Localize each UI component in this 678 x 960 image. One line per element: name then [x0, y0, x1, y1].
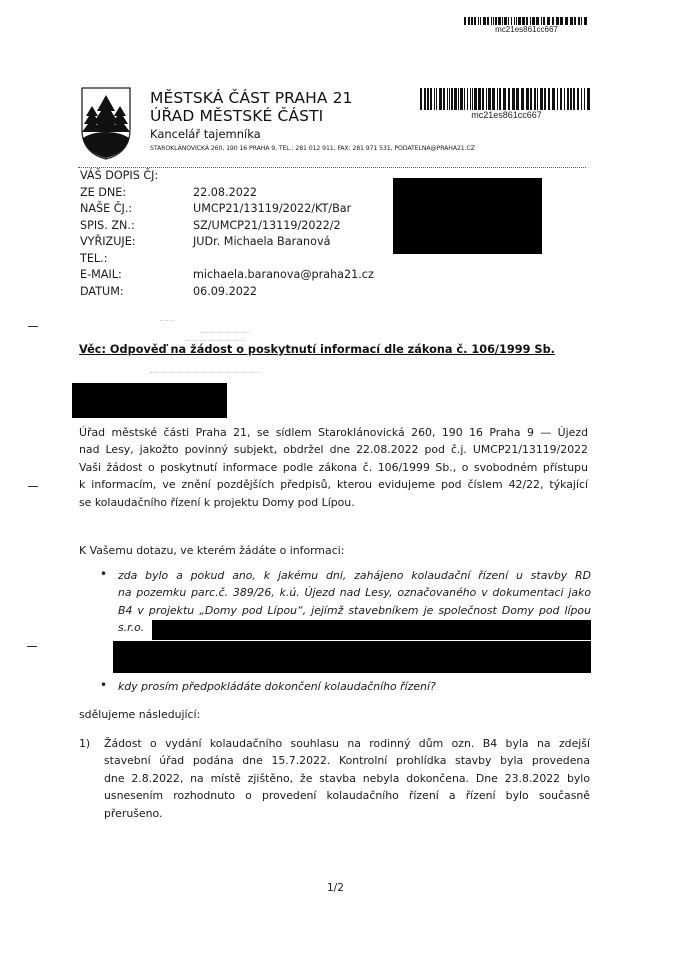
barcode-bar	[543, 17, 545, 25]
department-name: Kancelář tajemníka	[150, 127, 261, 141]
answer-paragraph	[104, 735, 590, 822]
bullet-line: s.r.o.	[118, 621, 145, 635]
barcode-bar	[464, 17, 466, 25]
bullet-icon: •	[100, 678, 108, 692]
barcode-bar	[467, 88, 468, 110]
paragraph-line: k informacím, ve znění pozdějších předpisů, kterou evidujeme pod číslem 42/22, týkající	[79, 478, 588, 492]
barcode-bar	[516, 88, 519, 110]
bullet-line: zda bylo a pokud ano, k jakému dni, zahájeno kolaudační řízení u stavby RD	[118, 569, 591, 582]
office-name: ÚŘAD MĚSTSKÉ ČÁSTI	[150, 107, 324, 125]
barcode-bar	[565, 17, 568, 25]
meta-label: SPIS. ZN.:	[80, 218, 135, 232]
barcode-bar	[564, 88, 565, 110]
barcode-bar	[522, 17, 525, 25]
barcode-bars	[464, 17, 589, 25]
redacted-bullet-text	[113, 641, 591, 673]
paragraph-line: přerušeno.	[104, 806, 163, 820]
meta-value: 06.09.2022	[193, 284, 258, 298]
barcode-bar	[486, 88, 487, 110]
page-number: 1/2	[327, 882, 344, 894]
barcode-bar	[516, 17, 517, 25]
margin-mark	[28, 326, 38, 327]
meta-value: 22.08.2022	[193, 185, 258, 199]
reference-block	[80, 168, 400, 308]
paragraph-line: se kolaudačního řízení k projektu Domy pod Lípou.	[79, 495, 355, 509]
redacted-salutation	[72, 383, 227, 418]
top-barcode	[464, 17, 589, 34]
barcode-bar	[552, 17, 554, 25]
meta-value: UMCP21/13119/2022/KT/Bar	[193, 202, 352, 215]
barcode-bar	[584, 17, 587, 25]
barcode-bar	[581, 88, 582, 110]
barcode-bar	[511, 17, 512, 25]
meta-label: VYŘIZUJE:	[80, 235, 136, 248]
meta-label: TEL.:	[80, 251, 108, 265]
barcode-bar	[458, 88, 459, 110]
office-address: STAROKLÁNOVICKÁ 260, 190 16 PRAHA 9, TEL.: 281 012 911, FAX: 281 971 531, PODATELNA@PRAHA21.CZ	[150, 145, 475, 152]
barcode-bar	[471, 17, 473, 25]
barcode-bar	[512, 88, 515, 110]
barcode-bar	[499, 88, 501, 110]
bullet-line: B4 v projektu „Domy pod Lípou“, jejímž stavebníkem je společnost Domy pod lípou	[118, 603, 591, 617]
barcode-bar	[498, 17, 501, 25]
meta-value: michaela.baranova@praha21.cz	[193, 268, 374, 281]
barcode-bar	[474, 17, 476, 25]
barcode-bar	[472, 88, 473, 110]
barcode-bar	[443, 88, 445, 110]
barcode-bar	[530, 88, 532, 110]
barcode-bar	[468, 17, 470, 25]
barcode-bar	[532, 17, 535, 25]
barcode-bar	[492, 88, 495, 110]
barcode-bar	[547, 17, 550, 25]
barcode-bar	[502, 17, 503, 25]
barcode-bar	[480, 17, 481, 25]
barcode-bar	[508, 17, 509, 25]
meta-label: E-MAIL:	[80, 268, 122, 281]
barcode-bar	[526, 17, 528, 25]
barcode-bar	[497, 88, 498, 110]
barcode-bar	[587, 88, 590, 110]
barcode-bar	[548, 88, 550, 110]
barcode-bar	[447, 88, 448, 110]
barcode-bar	[478, 88, 481, 110]
paragraph-line: stavební úřad podána dne 15.7.2022. Kontrolní prohlídka stavby byla provedena	[104, 754, 590, 768]
barcode-bar	[537, 88, 538, 110]
response-intro: sdělujeme následující:	[79, 708, 201, 721]
barcode-bar	[560, 88, 562, 110]
bullet-item: kdy prosím předpokládáte dokončení kolaudačního řízení?	[118, 680, 436, 693]
barcode-bar	[540, 88, 543, 110]
bullet-line: na pozemku parc.č. 389/26, k.ú. Újezd nad Lesy, označovaného v dokumentaci jako	[118, 586, 591, 600]
meta-label: DATUM:	[80, 284, 124, 298]
barcode-bar	[552, 88, 555, 110]
barcode-bar	[439, 88, 442, 110]
redacted-bullet-text	[152, 620, 591, 640]
paragraph-line: Žádost o vydání kolaudačního souhlasu na rodinný dům ozn. B4 byla na zdejší	[104, 737, 590, 750]
barcode-bar	[504, 17, 507, 25]
barcode-bar	[449, 88, 450, 110]
barcode-bars	[420, 88, 593, 110]
intro-paragraph	[79, 424, 588, 511]
barcode-bar	[495, 17, 497, 25]
barcode-bar	[534, 88, 536, 110]
margin-mark	[28, 486, 38, 487]
barcode-bar	[464, 88, 465, 110]
paragraph-line: Vaši žádost o poskytnutí informace podle zákona č. 106/1999 Sb., o svobodném přístupu	[79, 460, 588, 474]
barcode-bar	[503, 88, 506, 110]
barcode-bar	[573, 88, 575, 110]
barcode-bar	[541, 17, 542, 25]
header-barcode	[420, 88, 593, 121]
barcode-bar	[578, 17, 580, 25]
barcode-bar	[526, 88, 529, 110]
barcode-bar	[560, 17, 563, 25]
barcode-text: mc21es861cc667	[495, 25, 558, 34]
barcode-bar	[491, 17, 492, 25]
barcode-bar	[570, 88, 572, 110]
barcode-bar	[584, 88, 585, 110]
barcode-bar	[493, 17, 494, 25]
municipality-name: MĚSTSKÁ ČÁST PRAHA 21	[150, 89, 353, 107]
meta-label: NAŠE ČJ.:	[80, 202, 133, 215]
paragraph-line: Úřad městské části Praha 21, se sídlem Staroklánovická 260, 190 16 Praha 9 — Újezd	[79, 426, 588, 439]
barcode-bar	[567, 88, 569, 110]
barcode-bar	[424, 88, 426, 110]
barcode-bar	[436, 88, 437, 110]
redacted-recipient-address	[393, 178, 542, 254]
barcode-bar	[557, 88, 558, 110]
barcode-bar	[434, 88, 435, 110]
barcode-bar	[487, 17, 489, 25]
paragraph-line: dne 2.8.2022, na místě zjištěno, že stavba nebyla dokončena. Dne 23.8.2022 bylo	[104, 771, 590, 785]
paragraph-line: nad Lesy, jakožto povinný subjekt, obdržel dne 22.08.2022 pod č.j. UMCP21/13119/2022	[79, 443, 588, 457]
barcode-bar	[514, 17, 515, 25]
barcode-bar	[478, 17, 479, 25]
barcode-bar	[482, 88, 484, 110]
meta-label: ZE DNE:	[80, 185, 127, 199]
barcode-bar	[518, 17, 521, 25]
paragraph-line: usnesením rozhodnuto o provedení kolaudačního řízení a řízení bylo současně	[104, 789, 590, 803]
barcode-bar	[420, 88, 422, 110]
query-intro: K Vašemu dotazu, ve kterém žádáte o informaci:	[79, 544, 345, 557]
barcode-text: mc21es861cc667	[471, 110, 542, 120]
meta-value: SZ/UMCP21/13119/2022/2	[193, 218, 341, 232]
margin-mark	[27, 646, 37, 647]
barcode-bar	[574, 17, 576, 25]
barcode-bar	[483, 17, 486, 25]
bullet-icon: •	[100, 567, 108, 581]
barcode-bar	[570, 17, 573, 25]
barcode-bar	[470, 88, 471, 110]
barcode-bar	[454, 88, 457, 110]
barcode-bar	[581, 17, 582, 25]
coat-of-arms-icon	[80, 86, 132, 160]
meta-value: JUDr. Michaela Baranová	[193, 235, 331, 248]
barcode-bar	[430, 88, 432, 110]
barcode-bar	[427, 88, 429, 110]
barcode-bar	[451, 88, 453, 110]
barcode-bar	[530, 17, 531, 25]
letter-subject: Věc: Odpověď na žádost o poskytnutí informací dle zákona č. 106/1999 Sb.	[79, 343, 555, 356]
answer-number: 1)	[79, 737, 91, 750]
barcode-bar	[460, 88, 463, 110]
barcode-bar	[474, 88, 477, 110]
meta-label: VÁŠ DOPIS ČJ:	[80, 169, 159, 182]
barcode-bar	[521, 88, 524, 110]
barcode-bar	[556, 17, 559, 25]
barcode-bar	[508, 88, 510, 110]
barcode-bar	[544, 88, 546, 110]
barcode-bar	[488, 88, 491, 110]
barcode-bar	[577, 88, 579, 110]
barcode-bar	[536, 17, 539, 25]
